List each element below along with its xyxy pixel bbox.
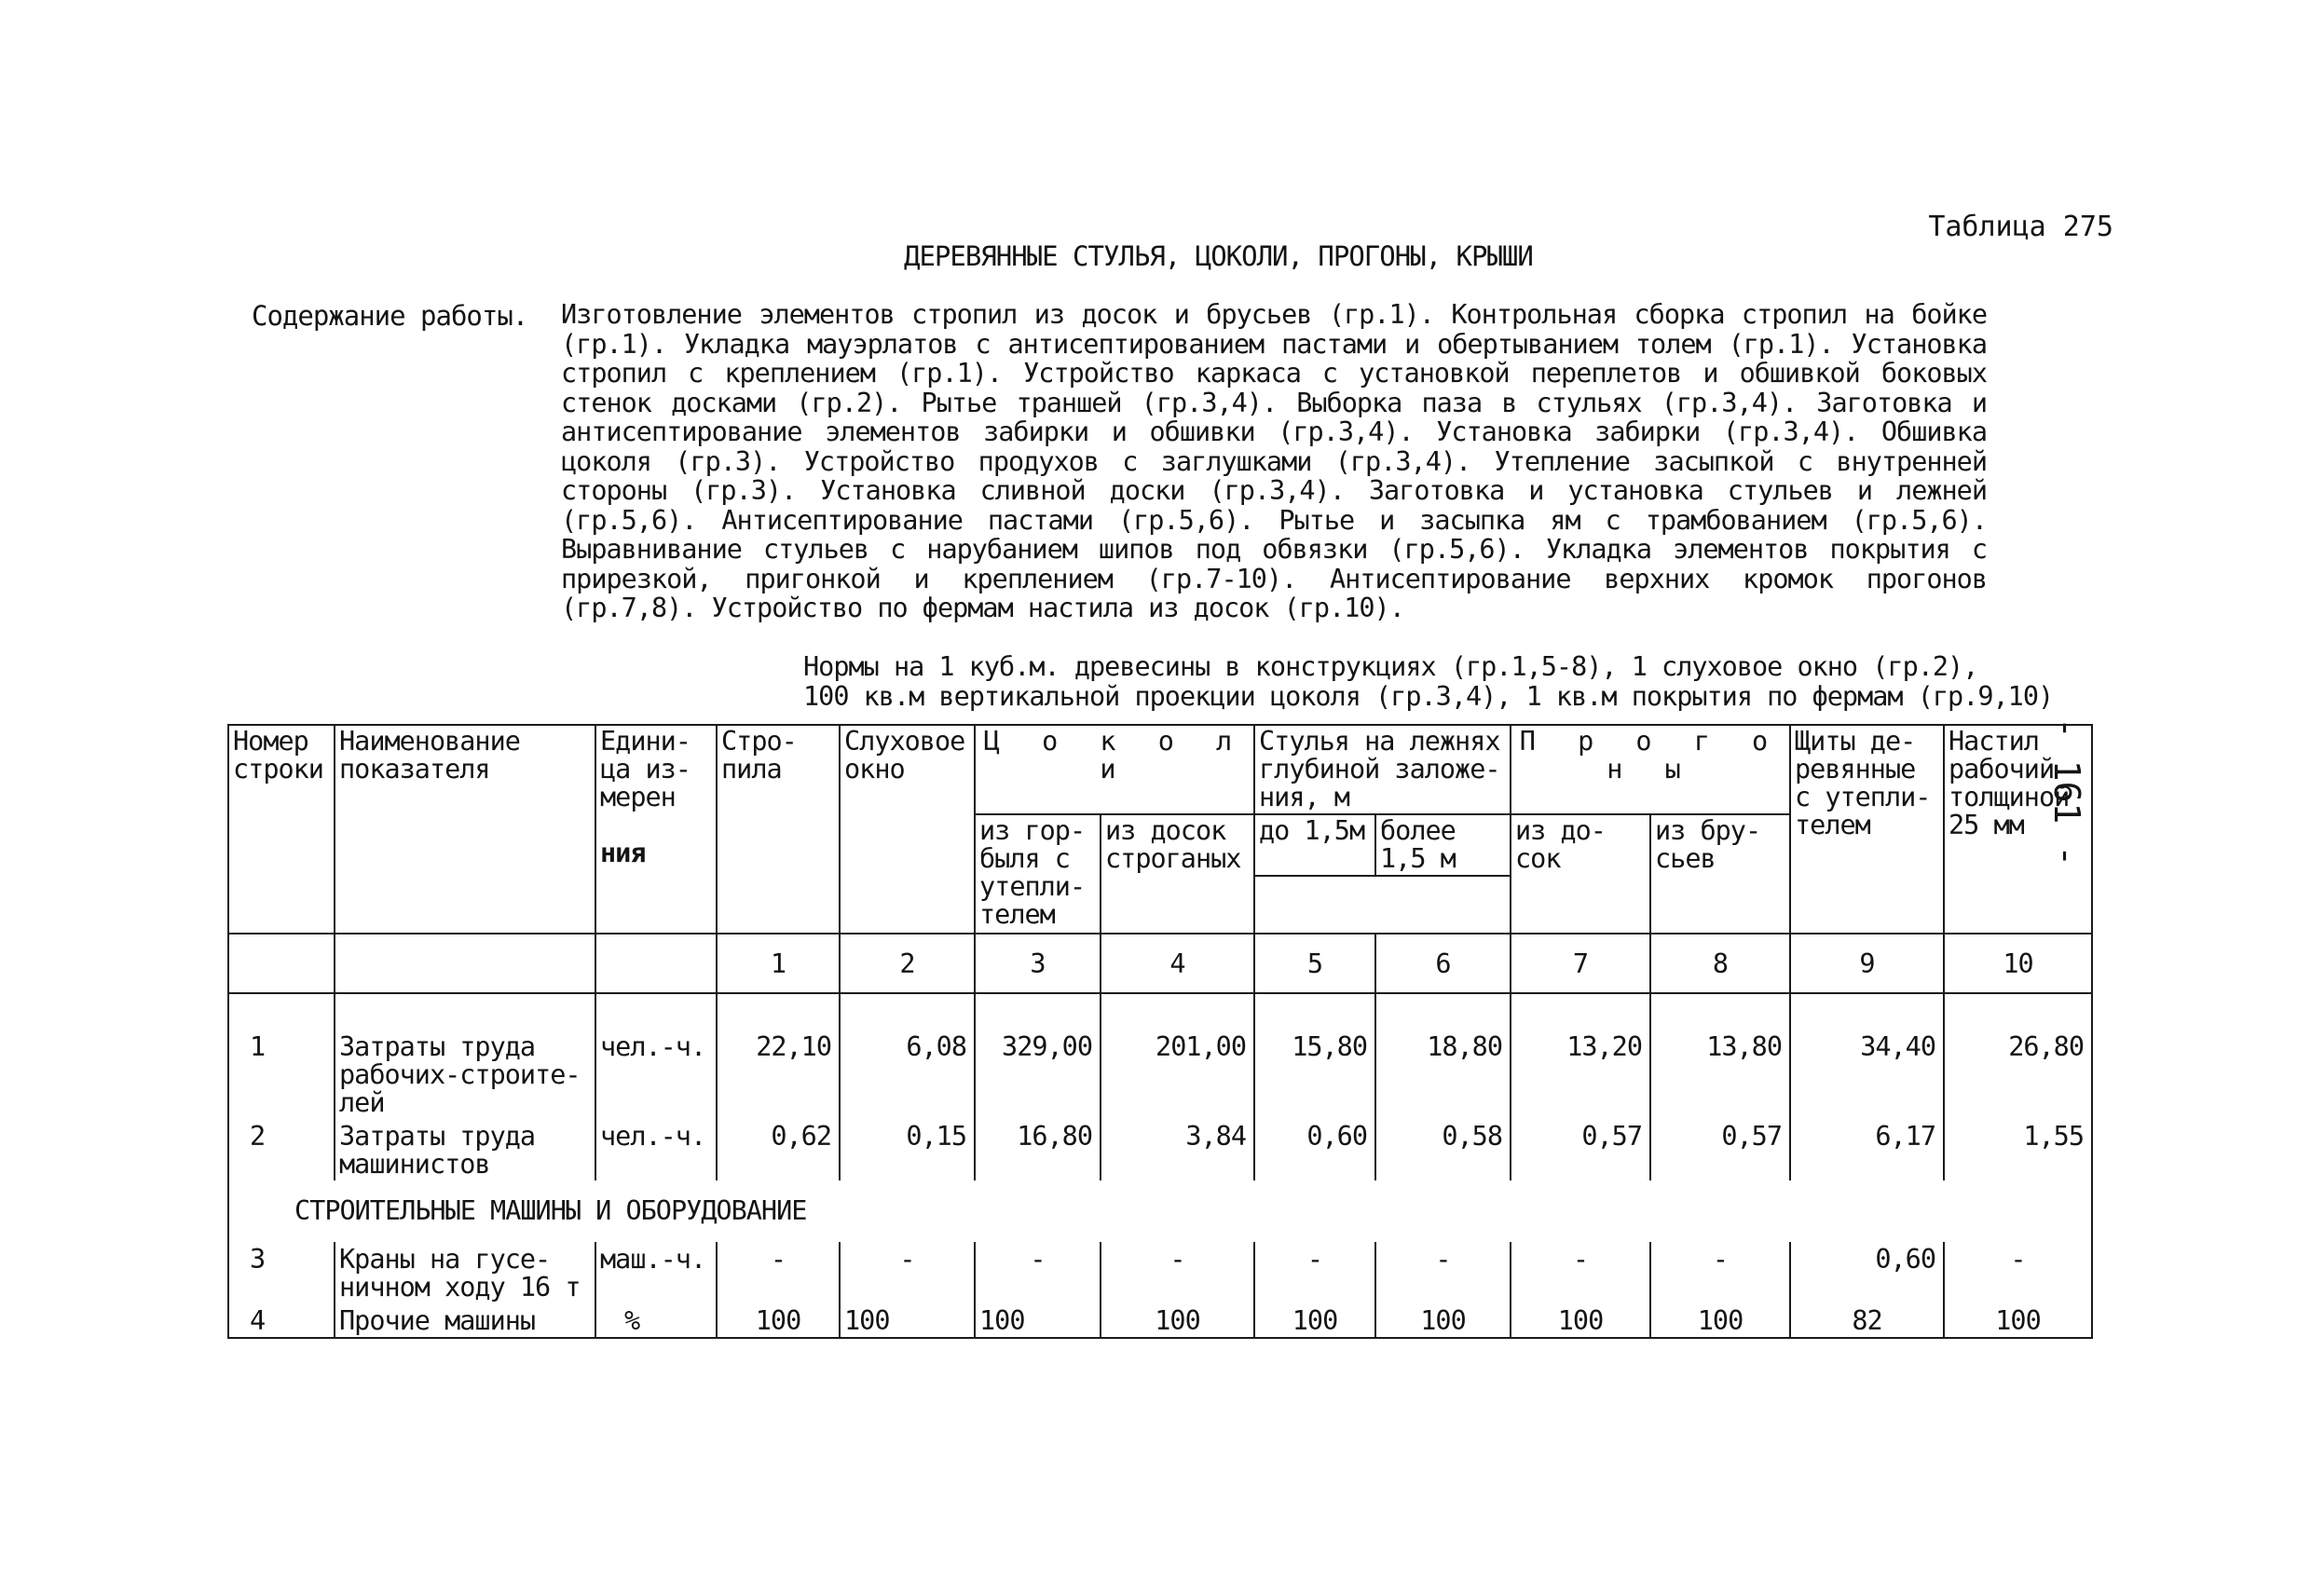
row-value: 34,40 (1790, 1030, 1944, 1119)
norms-description (803, 652, 2108, 712)
norms-line-1: Нормы на 1 куб.м. древесины в конструкциях (гр.1,5-8), 1 слуховое окно (гр.2), (803, 651, 1978, 682)
header-row-1 (228, 725, 2092, 814)
row-value: - (975, 1242, 1101, 1303)
header-posts-deep: более 1,5 м (1375, 814, 1511, 876)
row-value: 100 (1254, 1303, 1375, 1338)
header-plinth-slab: из гор-быля с утепли-телем (975, 814, 1101, 934)
header-purlins-boards: из до-сок (1511, 814, 1650, 934)
column-number: 5 (1254, 934, 1375, 993)
header-dormer: Слуховое окно (840, 725, 975, 934)
column-number: 4 (1101, 934, 1254, 993)
row-value: - (1254, 1242, 1375, 1303)
row-name: Краны на гусе-ничном ходу 16 т (335, 1242, 595, 1303)
spacer-row (228, 993, 2092, 1030)
row-value: 0,60 (1790, 1242, 1944, 1303)
table-row (228, 1119, 2092, 1180)
row-value: - (1511, 1242, 1650, 1303)
document-title: ДЕРЕВЯННЫЕ СТУЛЬЯ, ЦОКОЛИ, ПРОГОНЫ, КРЫШИ (904, 240, 1533, 272)
row-value: 13,20 (1511, 1030, 1650, 1119)
row-value: 0,58 (1375, 1119, 1511, 1180)
header-panels: Щиты де-ревянные с утепли-телем (1790, 725, 1944, 934)
row-value: - (840, 1242, 975, 1303)
row-number: 1 (228, 1030, 335, 1119)
row-value: 22,10 (717, 1030, 840, 1119)
row-value: - (1944, 1242, 2092, 1303)
table-row (228, 1030, 2092, 1119)
row-unit: чел.-ч. (595, 1030, 717, 1119)
row-name: Прочие машины (335, 1303, 595, 1338)
column-number: 3 (975, 934, 1101, 993)
row-value: 13,80 (1650, 1030, 1790, 1119)
row-value: 26,80 (1944, 1030, 2092, 1119)
row-value: - (1650, 1242, 1790, 1303)
column-number: 1 (717, 934, 840, 993)
header-unit-b: ния (600, 838, 646, 868)
column-number-row (228, 934, 2092, 993)
row-value: 16,80 (975, 1119, 1101, 1180)
row-value: 100 (1511, 1303, 1650, 1338)
row-unit: % (595, 1303, 717, 1338)
row-number: 2 (228, 1119, 335, 1180)
row-number: 3 (228, 1242, 335, 1303)
row-value: - (1375, 1242, 1511, 1303)
row-value: 100 (1944, 1303, 2092, 1338)
header-plinth-planed: из досок строганых (1101, 814, 1254, 934)
column-number: 8 (1650, 934, 1790, 993)
row-value: 6,08 (840, 1030, 975, 1119)
work-content-text: Изготовление элементов стропил из досок и брусьев (гр.1). Контрольная сборка стропил на бойке (гр.1). Укладка мауэрлатов с антисептированием пастами и обертыванием толем (гр.1). Установка стропил с креплением (гр.1). Устройство каркаса с установкой переплетов и обшивкой боковых стенок досками (гр.2). Рытье траншей (гр.3,4). Выборка паза в стульях (гр.3,4). Заготовка и антисептирование элементов забирки и обшивки (гр.3,4). Установка забирки (гр.3,4). Обшивка цоколя (гр.3). Устройство продухов с заглушками (гр.3,4). Утепление засыпкой с внутренней стороны (гр.3). Установка сливной доски (гр.3,4). Заготовка и установка стульев и лежней (гр.5,6). Антисептирование пастами (гр.5,6). Рытье и засыпка ям с трамбованием (гр.5,6). Выравнивание стульев с нарубанием шипов под обвязки (гр.5,6). Укладка элементов покрытия с прирезкой, пригонкой и креплением (гр.7-10). Антисептирование верхних кромок прогонов (гр.7,8). Устройство по фермам настила из досок (гр.10). (561, 299, 1987, 623)
header-rafters: Стро-пила (717, 725, 840, 934)
header-decking: Настил рабочий толщиной 25 мм (1944, 725, 2092, 934)
row-value: 100 (1650, 1303, 1790, 1338)
row-value: 100 (840, 1303, 975, 1338)
row-value: 15,80 (1254, 1030, 1375, 1119)
row-name: Затраты труда рабочих-строите-лей (335, 1030, 595, 1119)
row-value: 0,60 (1254, 1119, 1375, 1180)
table-row (228, 1242, 2092, 1303)
row-value: 0,62 (717, 1119, 840, 1180)
row-value: 201,00 (1101, 1030, 1254, 1119)
column-number: 10 (1944, 934, 2092, 993)
row-value: 1,55 (1944, 1119, 2092, 1180)
norms-table (227, 724, 2093, 1339)
row-unit: маш.-ч. (595, 1242, 717, 1303)
header-indicator-name: Наименование показателя (335, 725, 595, 934)
row-value: 3,84 (1101, 1119, 1254, 1180)
row-name: Затраты труда машинистов (335, 1119, 595, 1180)
header-posts-shallow: до 1,5м (1254, 814, 1375, 876)
column-number: 9 (1790, 934, 1944, 993)
row-value: 82 (1790, 1303, 1944, 1338)
row-value: 18,80 (1375, 1030, 1511, 1119)
header-posts: Стулья на лежнях глубиной заложе-ния, м (1254, 725, 1511, 814)
page-number: - 161 - (2046, 717, 2087, 867)
column-number: 2 (840, 934, 975, 993)
row-value: 100 (1375, 1303, 1511, 1338)
row-value: - (1101, 1242, 1254, 1303)
norms-line-2: 100 кв.м вертикальной проекции цоколя (гр.3,4), 1 кв.м покрытия по фермам (гр.9,10) (803, 681, 2054, 712)
table-number-label: Таблица 275 (1928, 211, 2113, 243)
row-value: 0,15 (840, 1119, 975, 1180)
row-value: 329,00 (975, 1030, 1101, 1119)
row-value: 100 (975, 1303, 1101, 1338)
row-value: 100 (1101, 1303, 1254, 1338)
row-value: 0,57 (1511, 1119, 1650, 1180)
row-value: 100 (717, 1303, 840, 1338)
table-row (228, 1303, 2092, 1338)
row-value: - (717, 1242, 840, 1303)
header-plinths: Ц о к о л и (975, 725, 1254, 814)
section-header-row (228, 1180, 2092, 1242)
header-purlins: П р о г о н ы (1511, 725, 1790, 814)
header-unit (595, 725, 717, 934)
header-row-number: Номер строки (228, 725, 335, 934)
row-value: 6,17 (1790, 1119, 1944, 1180)
header-unit-a: Едини-ца из-мерен (600, 726, 691, 812)
column-number: 6 (1375, 934, 1511, 993)
row-number: 4 (228, 1303, 335, 1338)
header-purlins-beams: из бру-сьев (1650, 814, 1790, 934)
work-content-label: Содержание работы. (252, 300, 528, 332)
section-title: СТРОИТЕЛЬНЫЕ МАШИНЫ И ОБОРУДОВАНИЕ (228, 1180, 2092, 1242)
row-value: 0,57 (1650, 1119, 1790, 1180)
row-unit: чел.-ч. (595, 1119, 717, 1180)
column-number: 7 (1511, 934, 1650, 993)
